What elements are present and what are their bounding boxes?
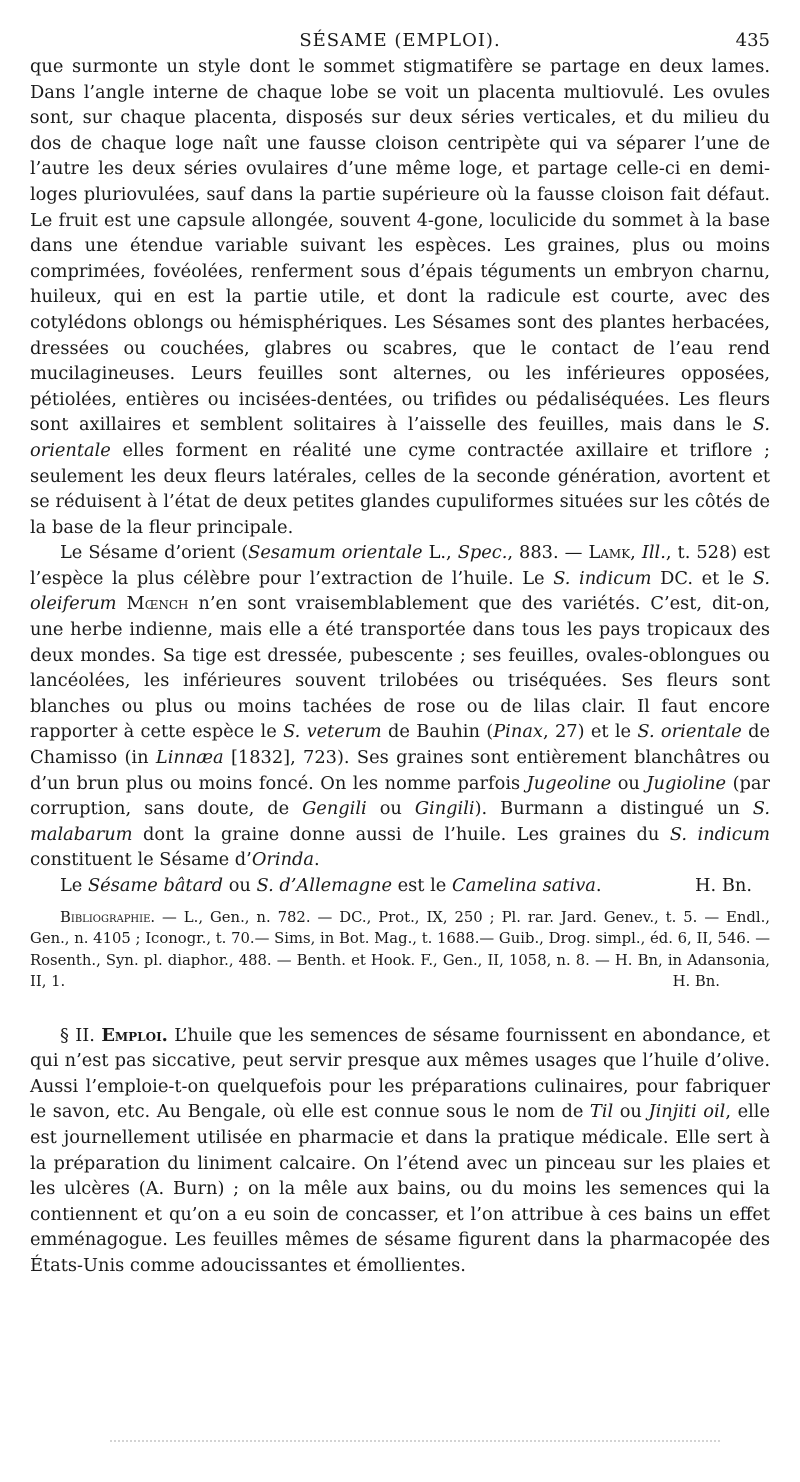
paragraph-sesame-orient: Le Sésame d’orient (Sesamum orientale L., Spec., 883. — Lamk, Ill., t. 528) est l’espèce la plus célèbre pour l’extraction de l’huile. Le S. indicum DC. et le S. oleiferum Mœnch n’en sont vraisemblablement que des variétés. C’est, dit-on, une herbe indienne, mais elle a été transportée dans tous les pays tropicaux des deux mondes. Sa tige est dressée, pubescente ; ses feuilles, ovales-oblongues ou lancéolées, les inférieures souvent trilobées ou triséquées. Ses fleurs sont blanches ou plus ou moins tachées de rose ou de lilas clair. Il faut encore rapporter à cette espèce le S. veterum de Bauhin (Pinax, 27) et le S. orientale de Chamisso (in Linnæa [1832], 723). Ses graines sont entièrement blanchâtres ou d’un brun plus ou moins foncé. On les nomme parfois Jugeoline ou Jugioline (par corruption, sans doute, de Gengili ou Gingili). Burmann a distingué un S. malabarum dont la graine donne aussi de l’huile. Les graines du S. indicum constituent le Sésame d’Orinda.	[30, 542, 771, 871]
section-heading: Emploi.	[101, 1024, 168, 1046]
running-title: SÉSAME (EMPLOI).	[299, 30, 501, 51]
paragraph-description: que surmonte un style dont le sommet stigmatifère se partage en deux lames. Dans l’angle interne de chaque lobe se voit un placenta multiovulé. Les ovules sont, sur chaque placenta, disposés sur deux séries verticales, et du milieu du dos de chaque loge naît une fausse cloison centripète qui va séparer l’une de l’autre les deux séries ovulaires d’une même loge, et partage celle-ci en demi-loges pluriovulées, sauf dans la partie supérieure où la fausse cloison fait défaut. Le fruit est une capsule allongée, souvent 4-gone, loculicide du sommet à la base dans une étendue variable suivant les espèces. Les graines, plus ou moins comprimées, fovéolées, renferment sous d’épais téguments un embryon charnu, huileux, qui en est la partie utile, et dont la radicule est courte, avec des cotylédons oblongs ou hémisphériques. Les Sésames sont des plantes herbacées, dressées ou couchées, glabres ou scabres, que le contact de l’eau rend mucilagineuses. Leurs feuilles sont alternes, ou les inférieures opposées, pétiolées, entières ou incisées-dentées, ou trifides ou pédaliséquées. Les fleurs sont axillaires et semblent solitaires à l’aisselle des feuilles, mais dans le S. orientale elles forment en réalité une cyme contractée axillaire et triflore ; seulement les deux fleurs latérales, celles de la seconde génération, avortent et se réduisent à l’état de deux petites glandes cupuliformes situées sur les côtés de la base de la fleur principale.	[30, 56, 770, 538]
author-signature: H. Bn.	[695, 875, 752, 896]
page-number: 435	[735, 30, 770, 51]
section-number: § II.	[60, 1024, 95, 1046]
paragraph-sesame-batard: Le Sésame bâtard ou S. d’Allemagne est le Camelina sativa. H. Bn.	[30, 873, 770, 899]
running-header	[30, 20, 770, 54]
bibliography-label: Bibliographie.	[60, 908, 156, 926]
bibliography-signature: H. Bn.	[672, 973, 720, 991]
scan-artifact-dots	[110, 1440, 720, 1448]
bibliography: Bibliographie. — L., Gen., n. 782. — DC., Prot., IX, 250 ; Pl. rar. Jard. Genev., t. 5. — Endl., Gen., n. 4105 ; Iconogr., t. 70.— Sims, in Bot. Mag., t. 1688.— Guib., Drog. simpl., éd. 6, II, 546. — Rosenth., Syn. pl. diaphor., 488. — Benth. et Hook. F., Gen., II, 1058, n. 8. — H. Bn, in Adansonia, II, 1. H. Bn.	[30, 907, 770, 993]
page	[30, 20, 770, 1279]
section-emploi: § II. Emploi. L’huile que les semences de sésame fournissent en abondance, et qui n’est pas siccative, peut servir presque aux mêmes usages que l’huile d’olive. Aussi l’emploie-t-on quelquefois pour les préparations culinaires, pour fabriquer le savon, etc. Au Bengale, où elle est connue sous le nom de Til ou Jinjiti oil, elle est journellement utilisée en pharmacie et dans la pratique médicale. Elle sert à la préparation du liniment calcaire. On l’étend avec un pinceau sur les plaies et les ulcères (A. Burn) ; on la mêle aux bains, ou du moins les semences qui la contiennent et qu’on a eu soin de concasser, et l’on attribue à ces bains un effet emménagogue. Les feuilles mêmes de sésame figurent dans la pharmacopée des États-Unis comme adoucissantes et émollientes.	[30, 1024, 771, 1276]
